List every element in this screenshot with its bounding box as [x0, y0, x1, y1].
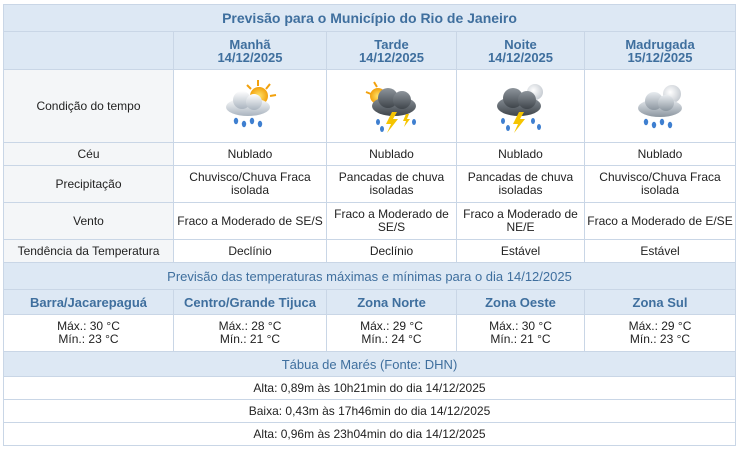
temp-max: Máx.: 30 °C — [489, 319, 552, 333]
period-header-afternoon — [327, 32, 457, 70]
sky-dawn: Nublado — [585, 143, 736, 166]
trend-night: Estável — [457, 240, 585, 263]
sky-afternoon: Nublado — [327, 143, 457, 166]
temp-min: Mín.: 21 °C — [490, 332, 551, 346]
wind-label: Vento — [4, 203, 174, 240]
period-name: Madrugada — [625, 36, 695, 52]
precip-night: Pancadas de chuva isoladas — [457, 166, 585, 203]
temp-max: Máx.: 29 °C — [628, 319, 692, 333]
temps-oeste — [457, 315, 585, 352]
temps-norte — [327, 315, 457, 352]
period-name: Manhã — [229, 36, 271, 52]
temp-min: Mín.: 23 °C — [58, 332, 119, 346]
temp-max: Máx.: 29 °C — [360, 319, 423, 333]
period-date: 14/12/2025 — [358, 49, 425, 65]
temp-max: Máx.: 28 °C — [218, 319, 282, 333]
sky-morning: Nublado — [174, 143, 327, 166]
zone-norte: Zona Norte — [327, 290, 457, 315]
condition-label: Condição do tempo — [4, 70, 174, 143]
precip-dawn: Chuvisco/Chuva Fraca isolada — [585, 166, 736, 203]
thunderstorm-night-icon — [489, 78, 553, 134]
period-header-morning — [174, 32, 327, 70]
wind-afternoon: Fraco a Moderado de SE/S — [327, 203, 457, 240]
period-header-night — [457, 32, 585, 70]
forecast-table — [3, 4, 736, 446]
wind-morning: Fraco a Moderado de SE/S — [174, 203, 327, 240]
precip-morning: Chuvisco/Chuva Fraca isolada — [174, 166, 327, 203]
trend-dawn: Estável — [585, 240, 736, 263]
wind-night: Fraco a Moderado de NE/E — [457, 203, 585, 240]
period-date: 15/12/2025 — [627, 49, 693, 65]
tide-item: Alta: 0,89m às 10h21min do dia 14/12/2025 — [4, 377, 736, 400]
temps-barra — [4, 315, 174, 352]
period-date: 14/12/2025 — [217, 49, 283, 65]
condition-dawn — [585, 70, 736, 143]
sky-label: Céu — [4, 143, 174, 166]
condition-afternoon — [327, 70, 457, 143]
tide-item: Baixa: 0,43m às 17h46min do dia 14/12/2025 — [4, 400, 736, 423]
temp-min: Mín.: 24 °C — [361, 332, 422, 346]
temp-max: Máx.: 30 °C — [57, 319, 120, 333]
temps-sul — [585, 315, 736, 352]
zone-sul: Zona Sul — [585, 290, 736, 315]
sky-night: Nublado — [457, 143, 585, 166]
temp-min: Mín.: 21 °C — [219, 332, 281, 346]
period-name: Tarde — [374, 36, 409, 52]
page-title: Previsão para o Município do Rio de Janeiro — [4, 5, 736, 32]
zone-oeste: Zona Oeste — [457, 290, 585, 315]
wind-dawn: Fraco a Moderado de E/SE — [585, 203, 736, 240]
condition-morning — [174, 70, 327, 143]
period-name: Noite — [504, 36, 537, 52]
zone-barra: Barra/Jacarepaguá — [4, 290, 174, 315]
condition-night — [457, 70, 585, 143]
trend-afternoon: Declínio — [327, 240, 457, 263]
temps-title: Previsão das temperaturas máximas e mínimas para o dia 14/12/2025 — [4, 263, 736, 290]
period-header-dawn — [585, 32, 736, 70]
thunderstorm-sun-icon — [360, 78, 424, 134]
period-header-blank — [4, 32, 174, 70]
temps-centro — [174, 315, 327, 352]
precip-afternoon: Pancadas de chuva isoladas — [327, 166, 457, 203]
zone-centro: Centro/Grande Tijuca — [174, 290, 327, 315]
temp-min: Mín.: 23 °C — [629, 332, 691, 346]
tide-item: Alta: 0,96m às 23h04min do dia 14/12/2025 — [4, 423, 736, 446]
tides-title: Tábua de Marés (Fonte: DHN) — [4, 352, 736, 377]
rain-sun-icon — [218, 78, 282, 134]
rain-cloud-night-icon — [628, 78, 692, 134]
precip-label: Precipitação — [4, 166, 174, 203]
period-date: 14/12/2025 — [487, 49, 554, 65]
trend-morning: Declínio — [174, 240, 327, 263]
trend-label: Tendência da Temperatura — [4, 240, 174, 263]
